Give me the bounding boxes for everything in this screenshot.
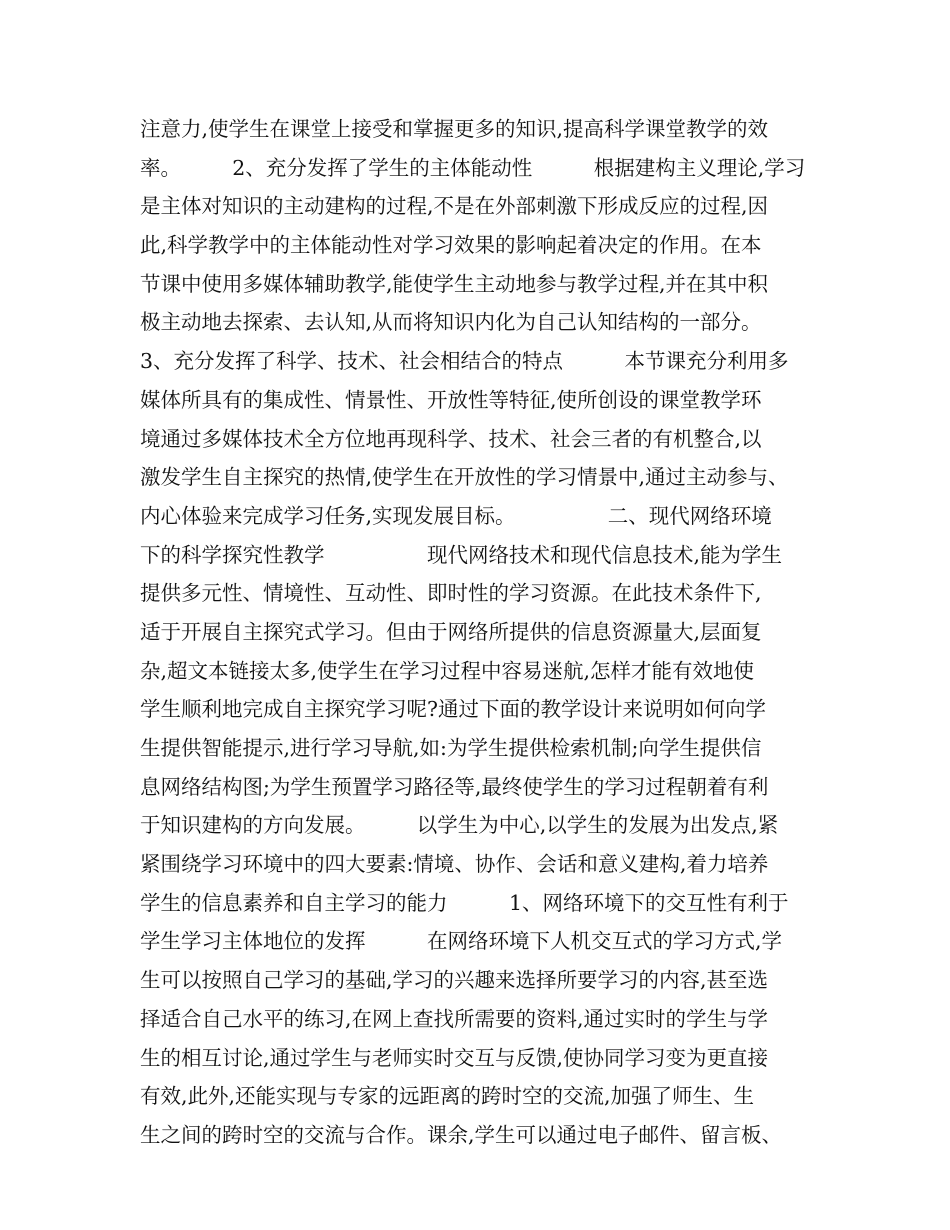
- text-line: 内心体验来完成学习任务,实现发展目标。 二、现代网络环境: [140, 503, 772, 528]
- text-line: 于知识建构的方向发展。 以学生为中心,以学生的发展为出发点,紧: [140, 813, 779, 838]
- text-line: 有效,此外,还能实现与专家的远距离的跨时空的交流,加强了师生、生: [140, 1084, 755, 1109]
- text-line: 适于开展自主探究式学习。但由于网络所提供的信息资源量大,层面复: [140, 619, 762, 644]
- text-line: 学生学习主体地位的发挥 在网络环境下人机交互式的学习方式,学: [140, 929, 783, 954]
- text-line: 学生的信息素养和自主学习的能力 1、网络环境下的交互性有利于: [140, 890, 789, 915]
- text-line: 节课中使用多媒体辅助教学,能使学生主动地参与教学过程,并在其中积: [140, 271, 769, 296]
- text-line: 杂,超文本链接太多,使学生在学习过程中容易迷航,怎样才能有效地使: [140, 658, 755, 683]
- text-line: 媒体所具有的集成性、情景性、开放性等特征,使所创设的课堂教学环: [140, 387, 762, 412]
- text-line: 率。 2、充分发挥了学生的主体能动性 根据建构主义理论,学习: [140, 155, 806, 180]
- text-line: 生提供智能提示,进行学习导航,如:为学生提供检索机制;向学生提供信: [140, 736, 762, 760]
- text-line: 生可以按照自己学习的基础,学习的兴趣来选择所要学习的内容,甚至选: [140, 968, 769, 993]
- text-line: 生之间的跨时空的交流与合作。课余,学生可以通过电子邮件、留言板、: [140, 1122, 783, 1147]
- text-line: 极主动地去探索、去认知,从而将知识内化为自己认知结构的一部分。: [140, 310, 762, 335]
- text-line: 择适合自己水平的练习,在网上查找所需要的资料,通过实时的学生与学: [140, 1006, 769, 1031]
- text-line: 生的相互讨论,通过学生与老师实时交互与反馈,使协同学习变为更直接: [140, 1045, 769, 1070]
- text-line: 注意力,使学生在课堂上接受和掌握更多的知识,提高科学课堂教学的效: [140, 117, 769, 141]
- text-line: 提供多元性、情境性、互动性、即时性的学习资源。在此技术条件下,: [140, 581, 762, 606]
- text-line: 激发学生自主探究的热情,使学生在开放性的学习情景中,通过主动参与、: [140, 465, 789, 490]
- body-text: [140, 110, 830, 1155]
- text-line: 息网络结构图;为学生预置学习路径等,最终使学生的学习过程朝着有利: [140, 774, 769, 799]
- text-line: 此,科学教学中的主体能动性对学习效果的影响起着决定的作用。在本: [140, 233, 762, 258]
- text-line: 学生顺利地完成自主探究学习呢?通过下面的教学设计来说明如何向学: [140, 697, 766, 722]
- text-line: 3、充分发挥了科学、技术、社会相结合的特点 本节课充分利用多: [140, 349, 789, 374]
- text-line: 下的科学探究性教学 现代网络技术和现代信息技术,能为学生: [140, 542, 783, 567]
- text-line: 境通过多媒体技术全方位地再现科学、技术、社会三者的有机整合,以: [140, 426, 762, 451]
- text-line: 紧围绕学习环境中的四大要素:情境、协作、会话和意义建构,着力培养: [140, 852, 769, 877]
- text-line: 是主体对知识的主动建构的过程,不是在外部刺激下形成反应的过程,因: [140, 194, 769, 219]
